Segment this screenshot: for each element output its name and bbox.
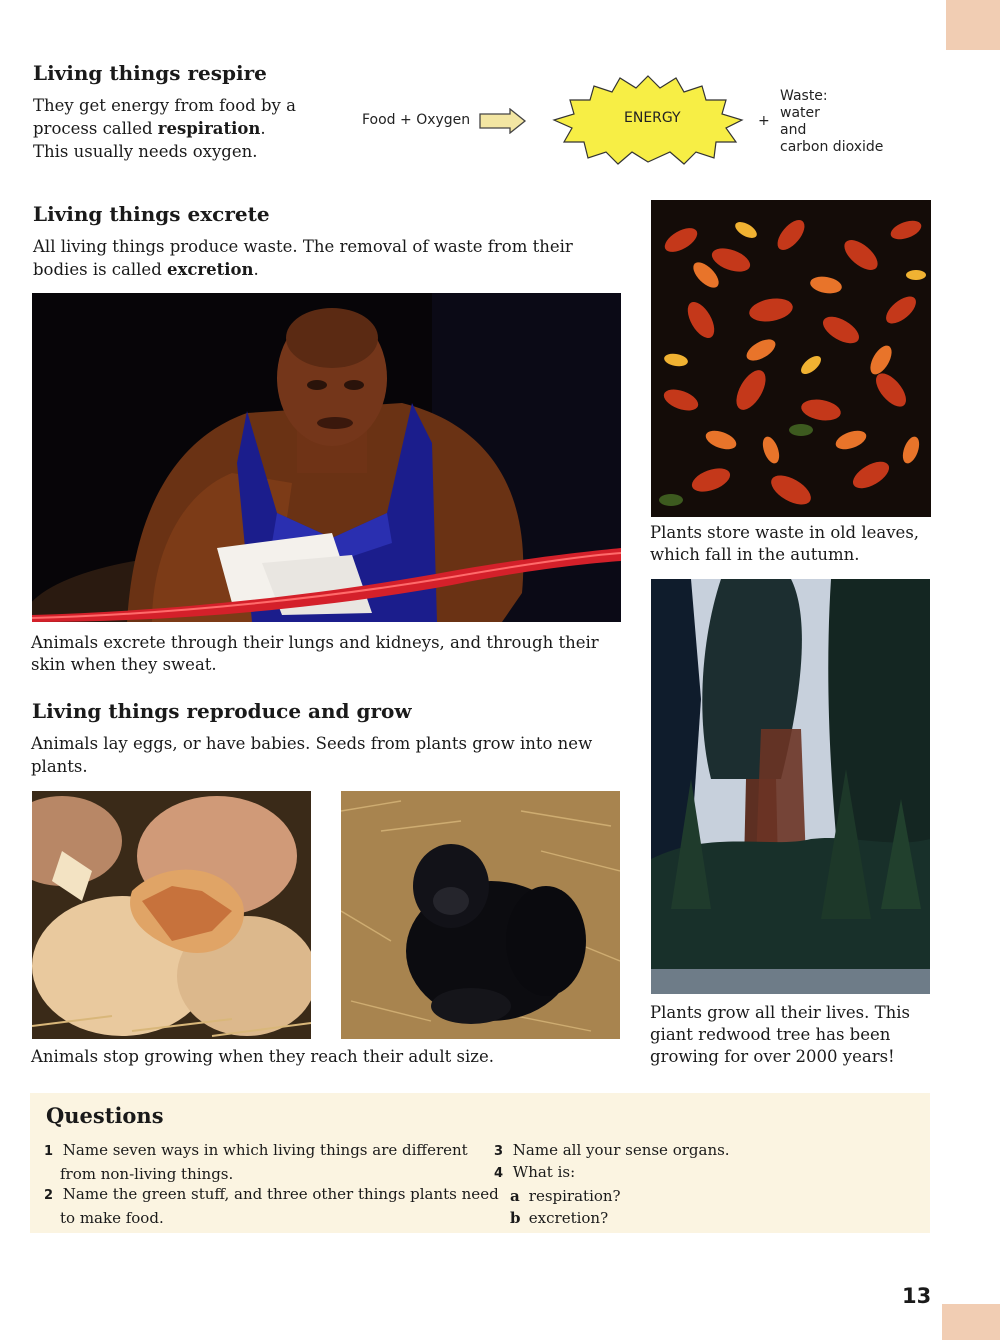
reproduce-heading: Living things reproduce and grow <box>32 699 412 723</box>
page-number: 13 <box>902 1284 932 1308</box>
reproduce-text: Animals lay eggs, or have babies. Seeds from plants grow into new plants. <box>31 734 593 776</box>
leaves-caption: Plants store waste in old leaves, which fall in the autumn. <box>650 523 920 564</box>
question-1: 1 Name seven ways in which living things are different from non-living things. <box>44 1141 468 1183</box>
questions-box <box>30 1093 930 1233</box>
page-edge-tab-bottom <box>942 1304 1000 1340</box>
respire-text: They get energy from food by a process called respiration. This usually needs oxygen. <box>33 96 296 161</box>
question-3: 3 Name all your sense organs. <box>494 1141 730 1159</box>
plus-sign: + <box>758 113 770 129</box>
redwood-photo <box>651 579 930 994</box>
growth-caption: Animals stop growing when they reach their adult size. <box>31 1047 494 1066</box>
respire-heading: Living things respire <box>33 61 267 85</box>
diagram-input-label: Food + Oxygen <box>362 112 471 128</box>
question-4: 4 What is: a respiration? b excretion? <box>494 1163 621 1227</box>
hatching-chick-photo <box>32 791 311 1039</box>
energy-label: ENERGY <box>624 110 681 126</box>
gorilla-photo <box>341 791 620 1039</box>
waste-label: Waste: water and carbon dioxide <box>780 88 884 155</box>
questions-title: Questions <box>46 1103 164 1128</box>
boxer-caption: Animals excrete through their lungs and kidneys, and through their skin when they sweat. <box>31 633 599 674</box>
question-2: 2 Name the green stuff, and three other things plants need to make food. <box>44 1185 499 1227</box>
excrete-text: All living things produce waste. The removal of waste from their bodies is called excretion. <box>33 237 573 279</box>
excrete-heading: Living things excrete <box>33 202 270 226</box>
page-edge-tab-top <box>946 0 1000 50</box>
boxer-photo <box>32 293 621 622</box>
redwood-caption: Plants grow all their lives. This giant redwood tree has been growing for over 2000 years! <box>650 1003 910 1066</box>
autumn-leaves-photo <box>651 200 931 517</box>
arrow-right-icon <box>478 108 528 134</box>
